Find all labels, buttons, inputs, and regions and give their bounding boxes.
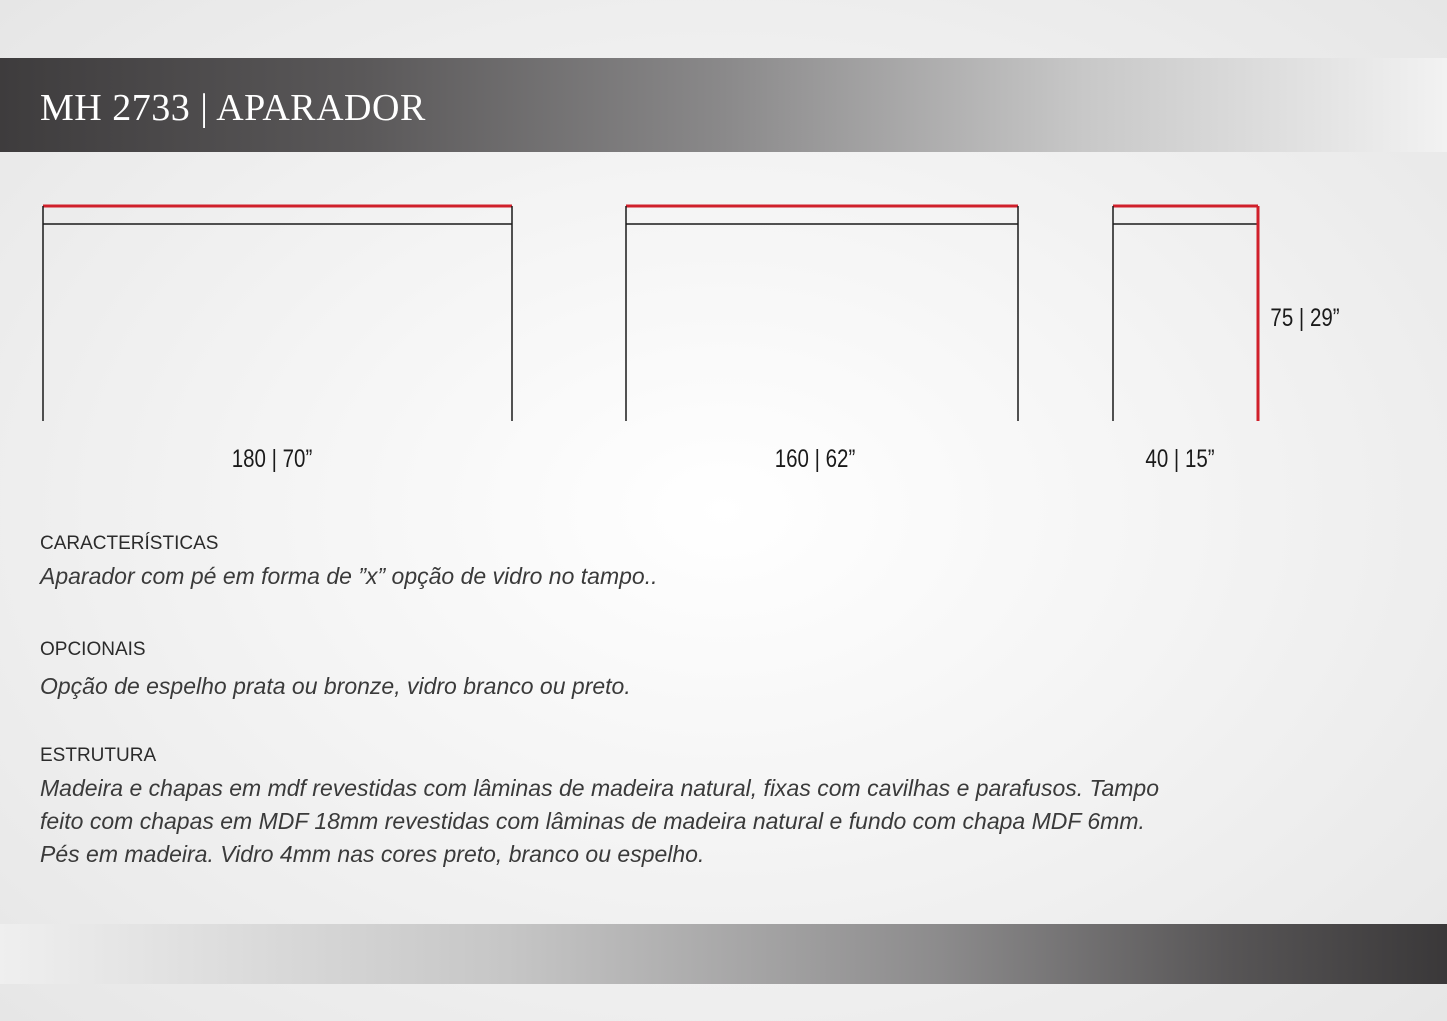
width-label-160: 160 | 62” bbox=[774, 445, 856, 473]
caracteristicas-text: Aparador com pé em forma de ”x” opção de vidro no tampo.. bbox=[40, 563, 658, 589]
caracteristicas-heading: CARACTERÍSTICAS bbox=[40, 533, 219, 554]
front-view-180-drawing bbox=[43, 206, 512, 421]
footer-band bbox=[0, 924, 1447, 984]
height-label: 75 | 29” bbox=[1270, 304, 1340, 332]
estrutura-heading: ESTRUTURA bbox=[40, 745, 157, 766]
opcionais-text: Opção de espelho prata ou bronze, vidro branco ou preto. bbox=[40, 673, 631, 699]
estrutura-text: Madeira e chapas em mdf revestidas com lâminas de madeira natural, fixas com cavilhas e parafusos. Tampo feito com chapas em MDF 18mm revestidas com lâminas de madeira natural e fundo com chapa MDF 6mm. Pés em madeira. Vidro 4mm nas cores preto, branco ou espelho. bbox=[40, 775, 1160, 867]
front-view-160-drawing bbox=[626, 206, 1018, 421]
side-view-drawing bbox=[1113, 206, 1258, 421]
depth-label: 40 | 15” bbox=[1145, 445, 1215, 473]
page-title: MH 2733 | APARADOR bbox=[40, 87, 426, 129]
opcionais-heading: OPCIONAIS bbox=[40, 639, 146, 660]
width-label-180: 180 | 70” bbox=[231, 445, 313, 473]
